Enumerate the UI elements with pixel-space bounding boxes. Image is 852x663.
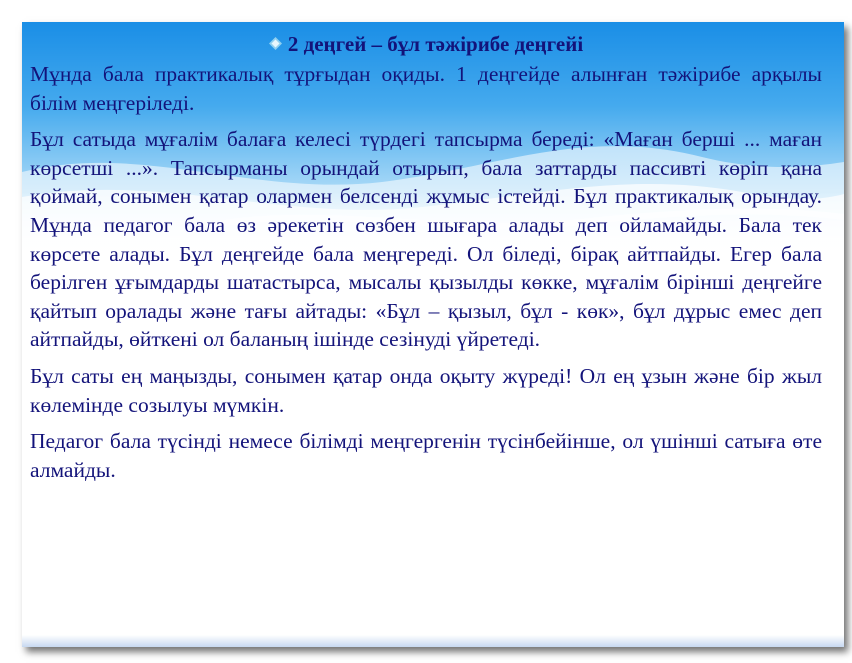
paragraph-1: Мұнда бала практикалық тұрғыдан оқиды. 1 деңгейде алынған тәжірибе арқылы білім меңгеріледі. [30,62,822,115]
paragraph-3: Бұл саты ең маңызды, сонымен қатар онда оқыту жүреді! Ол ең ұзын және бір жыл көлемінде созылуы мүмкін. [30,363,822,417]
slide-bottom-edge [22,635,844,647]
slide [22,22,844,647]
slide-title: 2 деңгей – бұл тәжірибе деңгейі [287,32,584,56]
paragraph-2: Бұл сатыда мұғалім балаға келесі түрдегі тапсырма береді: «Маған берші ... маған көрсетші ...». Тапсырманы орындай отырып, бала заттарды пассивті көріп қана қоймай, сонымен қатар олармен белсенді жұмыс істейді. Бұл практикалық орындау. Мұнда педагог бала өз әрекетін сөзбен шығара алады деп ойламайды. Бала тек көрсете алады. Бұл деңгейде бала меңгереді. Ол біледі, бірақ айтпайды. Егер бала берілген ұғымдарды шатастырса, мысалы қызылды көкке, мұғалім бірінші деңгейге қайтып оралады және тағы айтады: «Бұл – қызыл, бұл - көк», бұл дұрыс емес деп айтпайды, өйткені ол баланың ішінде сезінуді үйретеді. [30,127,822,352]
slide-title-row [30,30,822,58]
diamond-bullet-icon [269,37,282,50]
paragraph-4: Педагог бала түсінді немесе білімді меңгергенін түсінбейінше, ол үшінші сатыға өте алмайды. [30,429,822,482]
slide-content [30,30,822,492]
